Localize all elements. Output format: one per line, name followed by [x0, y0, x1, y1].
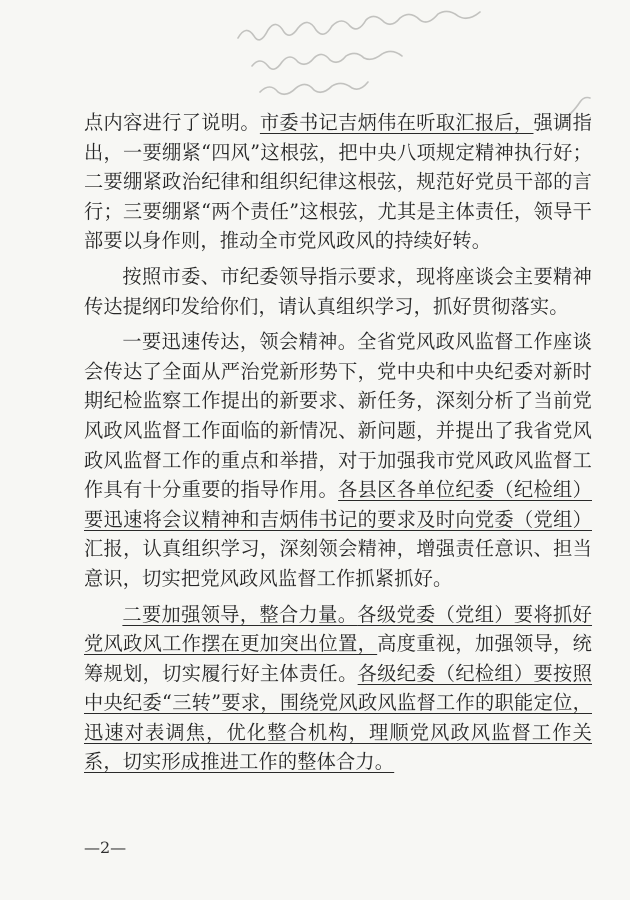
underlined-text-run: 市委书记吉炳伟在听取汇报后，	[259, 111, 534, 134]
page-number: —2—	[84, 838, 127, 857]
paragraph-3	[84, 327, 592, 593]
underlined-text-run: 二要加强领导，整合力量。	[122, 602, 358, 626]
text-run: 点内容进行了说明。	[84, 111, 260, 134]
text-run: 强调指出，一要绷紧“四风”这根弦，把中央八项规定精神执行好；二要绷紧政治纪律和组织纪律这根弦，规范好党员干部的言行；三要绷紧“两个责任”这根弦，尤其是主体责任，领导干部要以身作则，推动全市党风政风的持续好转。	[84, 111, 592, 253]
text-run: 按照市委、市纪委领导指示要求，现将座谈会主要精神传达提纲印发给你们，请认真组织学习，抓好贯彻落实。	[84, 264, 592, 318]
document-body	[84, 108, 592, 783]
text-run: 汇报，认真组织学习，深刻领会精神，增强责任意识、担当意识，切实把党风政风监督工作抓紧抓好。	[84, 537, 592, 590]
text-run: 一要迅速传达，领会精神。全省党风政风监督工作座谈会传达了全面从严治党新形势下，党中央和中央纪委对新时期纪检监察工作提出的新要求、新任务，深刻分析了当前党风政风监督工作面临的新情况、新问题，并提出了我省党风政风监督工作的重点和举措，对于加强我市党风政风监督工作具有十分重要的指导作用。	[84, 330, 592, 502]
underlined-text-run: 各级纪委（纪检组）要按照中央纪委“三转”要求，围绕党风政风监督工作的职能定位，迅速对表调焦，优化整合机构，理顺党风政风监督工作关系，切实形成推进工作的整体合力。	[84, 661, 592, 774]
underlined-text-run: 各县区各单位纪委（纪检组）要迅速将会议精神和吉炳伟书记的要求及时向党委（党组）	[84, 478, 592, 531]
paragraph-2	[84, 262, 592, 321]
underlined-text-run: 各级党委（党组）要将抓好党风政风工作摆在更加突出位置，	[84, 602, 593, 656]
text-run: 高度重视，加强领导，统筹规划，切实履行好主体责任。	[84, 632, 593, 685]
paragraph-4	[84, 600, 592, 778]
paragraph-1	[84, 108, 592, 256]
